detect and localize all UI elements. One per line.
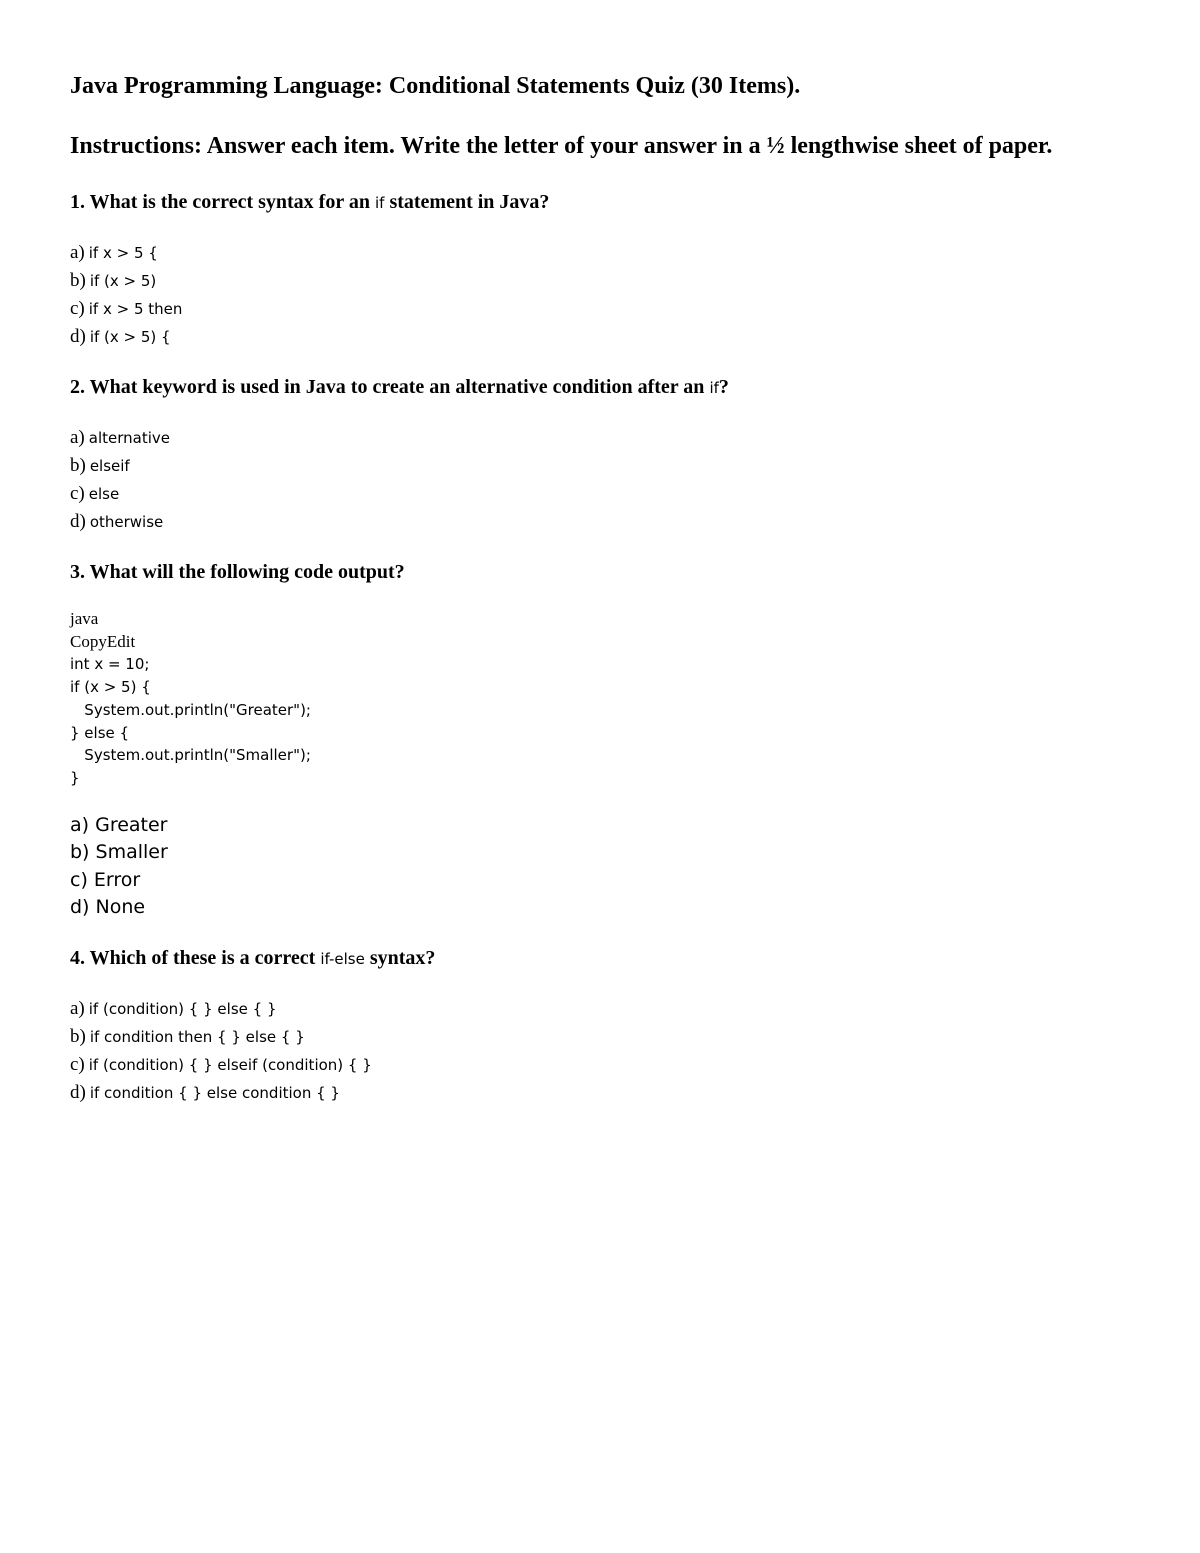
option-c (70, 480, 1130, 508)
option-letter: d) (70, 511, 86, 532)
option-b (70, 1023, 1130, 1051)
option-letter: c) (70, 298, 85, 319)
question-1-prefix: 1. What is the correct syntax for an (70, 191, 375, 213)
option-a (70, 995, 1130, 1023)
question-4-code: if-else (320, 949, 365, 968)
code-line: } (70, 768, 80, 787)
option-d (70, 508, 1130, 536)
option-text: if (x > 5) (89, 272, 157, 290)
option-letter: a) (70, 427, 85, 448)
question-3-options (70, 812, 1130, 922)
question-2-code: if (709, 379, 719, 397)
question-1-suffix: statement in Java? (384, 191, 550, 213)
question-2-suffix: ? (718, 376, 729, 398)
question-2 (70, 373, 1130, 402)
option-text: if (condition) { } elseif (condition) { } (88, 1055, 372, 1074)
option-letter: a) (70, 997, 85, 1019)
code-snippet (70, 608, 1130, 790)
option-letter: b) (70, 455, 86, 476)
code-line: } else { (70, 723, 130, 742)
option-letter: b) (70, 270, 86, 291)
option-text: if condition then { } else { } (89, 1027, 305, 1046)
option-a: a) Greater (70, 813, 168, 836)
question-2-options (70, 424, 1130, 536)
option-text: else (88, 485, 120, 503)
document-title: Java Programming Language: Conditional Statements Quiz (30 Items). (70, 73, 801, 99)
code-line: System.out.println("Greater"); (70, 700, 311, 719)
option-text: if x > 5 then (88, 300, 183, 318)
option-letter: b) (70, 1025, 86, 1047)
question-1-code: if (374, 194, 385, 212)
option-text: if x > 5 { (88, 244, 158, 262)
instructions: Instructions: Answer each item. Write the letter of your answer in a ½ lengthwise sheet of paper. (70, 133, 1053, 159)
option-d (70, 1079, 1130, 1107)
option-letter: c) (70, 483, 85, 504)
question-1 (70, 188, 1130, 217)
option-c: c) Error (70, 868, 141, 891)
question-3: 3. What will the following code output? (70, 561, 405, 583)
code-line: int x = 10; (70, 655, 150, 674)
code-line: System.out.println("Smaller"); (70, 746, 311, 765)
option-letter: a) (70, 242, 85, 263)
option-text: if (x > 5) { (89, 328, 171, 346)
quiz-document (70, 70, 1130, 1129)
question-4-options (70, 995, 1130, 1107)
option-c (70, 295, 1130, 323)
option-text: if condition { } else condition { } (89, 1083, 340, 1102)
option-letter: d) (70, 326, 86, 347)
question-1-options (70, 239, 1130, 351)
option-letter: d) (70, 1081, 86, 1103)
option-b (70, 452, 1130, 480)
question-4-suffix: syntax? (364, 946, 436, 969)
question-4 (70, 944, 1130, 973)
option-text: if (condition) { } else { } (88, 999, 277, 1018)
code-line: if (x > 5) { (70, 678, 151, 697)
option-d (70, 323, 1130, 351)
option-c (70, 1051, 1130, 1079)
option-b: b) Smaller (70, 841, 168, 864)
question-2-prefix: 2. What keyword is used in Java to create an alternative condition after an (70, 376, 710, 398)
option-a (70, 424, 1130, 452)
copy-edit-label: CopyEdit (70, 631, 136, 651)
option-b (70, 267, 1130, 295)
question-4-prefix: 4. Which of these is a correct (70, 946, 321, 969)
code-language-label: java (70, 609, 99, 628)
option-d: d) None (70, 896, 146, 919)
option-letter: c) (70, 1053, 85, 1075)
option-text: otherwise (89, 513, 164, 531)
option-text: elseif (89, 457, 130, 475)
option-a (70, 239, 1130, 267)
option-text: alternative (88, 429, 170, 447)
